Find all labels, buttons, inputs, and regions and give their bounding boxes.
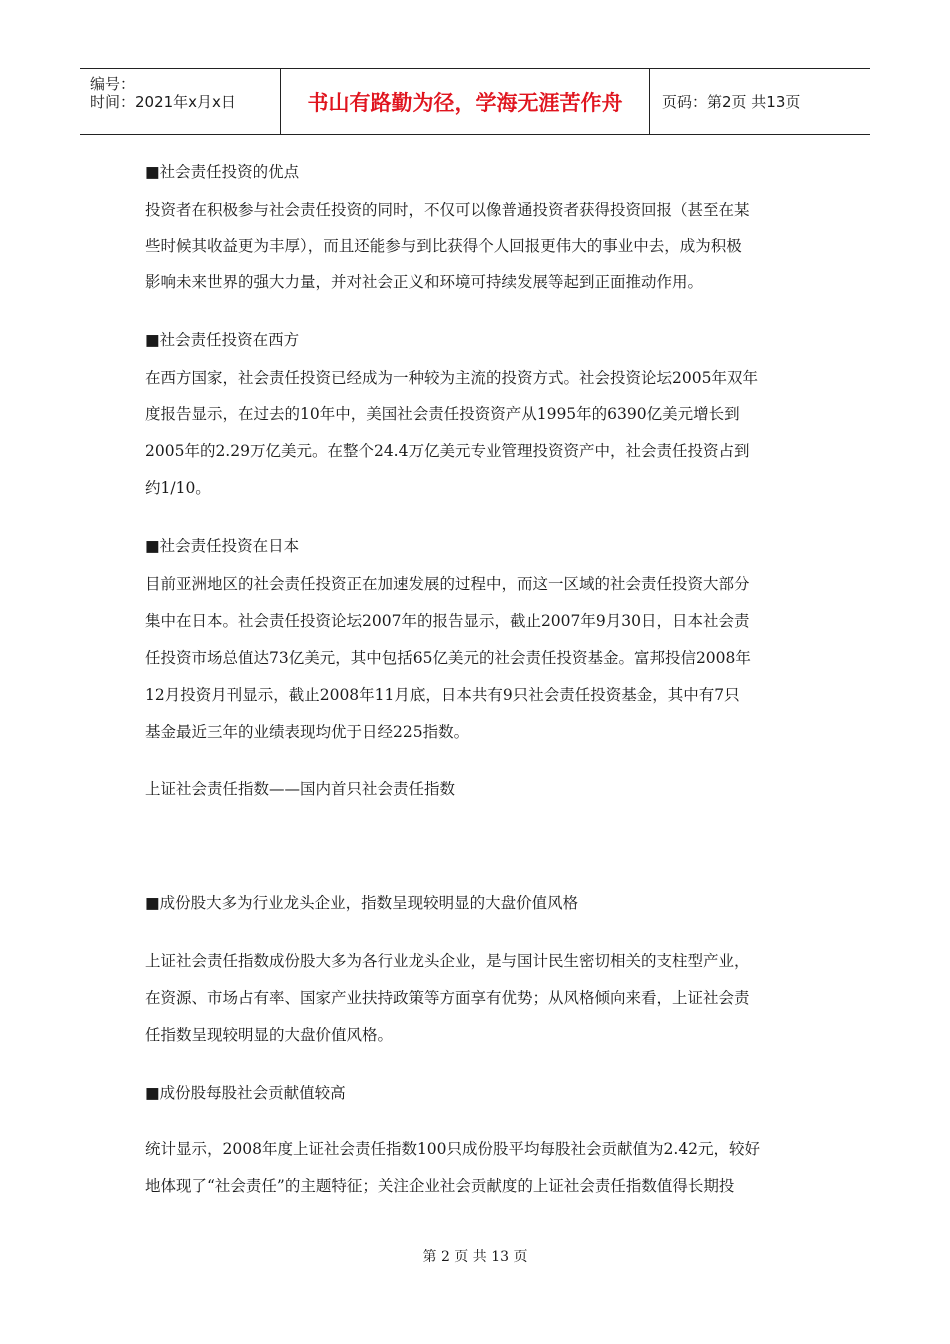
paragraph-line: 在资源、市场占有率、国家产业扶持政策等方面享有优势；从风格倾向来看，上证社会责 (145, 989, 750, 1007)
header-page-info: 页码：第2页 共13页 (662, 93, 801, 111)
document-time-label: 时间：2021年x月x日 (90, 93, 236, 111)
paragraph-line: 在西方国家，社会责任投资已经成为一种较为主流的投资方式。社会投资论坛2005年双年 (145, 369, 758, 387)
paragraph-line: 地体现了“社会责任”的主题特征；关注企业社会贡献度的上证社会责任指数值得长期投 (145, 1177, 735, 1195)
paragraph-line: 任投资市场总值达73亿美元，其中包括65亿美元的社会责任投资基金。富邦投信2008年 (145, 649, 751, 667)
paragraph-line: 2005年的2.29万亿美元。在整个24.4万亿美元专业管理投资资产中，社会责任投资占到 (145, 442, 750, 460)
document-number-label: 编号： (90, 75, 136, 93)
paragraph-line: 12月投资月刊显示，截止2008年11月底，日本共有9只社会责任投资基金，其中有7只 (145, 686, 740, 704)
paragraph-line: 基金最近三年的业绩表现均优于日经225指数。 (145, 723, 470, 741)
paragraph-line: 约1/10。 (145, 479, 211, 497)
section-heading: ■社会责任投资在西方 (145, 331, 300, 349)
paragraph-line: 上证社会责任指数成份股大多为各行业龙头企业，是与国计民生密切相关的支柱型产业， (145, 952, 750, 970)
page-footer: 第 2 页 共 13 页 (422, 1249, 528, 1265)
section-heading: ■社会责任投资在日本 (145, 537, 300, 555)
section-heading: ■社会责任投资的优点 (145, 163, 300, 181)
section-title: 上证社会责任指数——国内首只社会责任指数 (145, 780, 456, 798)
section-heading: ■成份股大多为行业龙头企业，指数呈现较明显的大盘价值风格 (145, 894, 579, 912)
paragraph-line: 集中在日本。社会责任投资论坛2007年的报告显示，截止2007年9月30日，日本社会责 (145, 612, 750, 630)
paragraph-line: 度报告显示，在过去的10年中，美国社会责任投资资产从1995年的6390亿美元增长到 (145, 405, 740, 423)
paragraph-line: 任指数呈现较明显的大盘价值风格。 (145, 1026, 394, 1044)
paragraph-line: 统计显示，2008年度上证社会责任指数100只成份股平均每股社会贡献值为2.42元，较好 (145, 1140, 761, 1158)
paragraph-line: 些时候其收益更为丰厚），而且还能参与到比获得个人回报更伟大的事业中去，成为积极 (145, 237, 742, 255)
page-header (80, 68, 870, 135)
paragraph-line: 投资者在积极参与社会责任投资的同时，不仅可以像普通投资者获得投资回报（甚至在某 (145, 201, 750, 219)
header-meta (80, 69, 280, 134)
paragraph-line: 影响未来世界的强大力量，并对社会正义和环境可持续发展等起到正面推动作用。 (145, 273, 704, 291)
header-motto: 书山有路勤为径，学海无涯苦作舟 (280, 69, 650, 134)
section-heading: ■成份股每股社会贡献值较高 (145, 1084, 346, 1102)
paragraph-line: 目前亚洲地区的社会责任投资正在加速发展的过程中，而这一区域的社会责任投资大部分 (145, 575, 750, 593)
